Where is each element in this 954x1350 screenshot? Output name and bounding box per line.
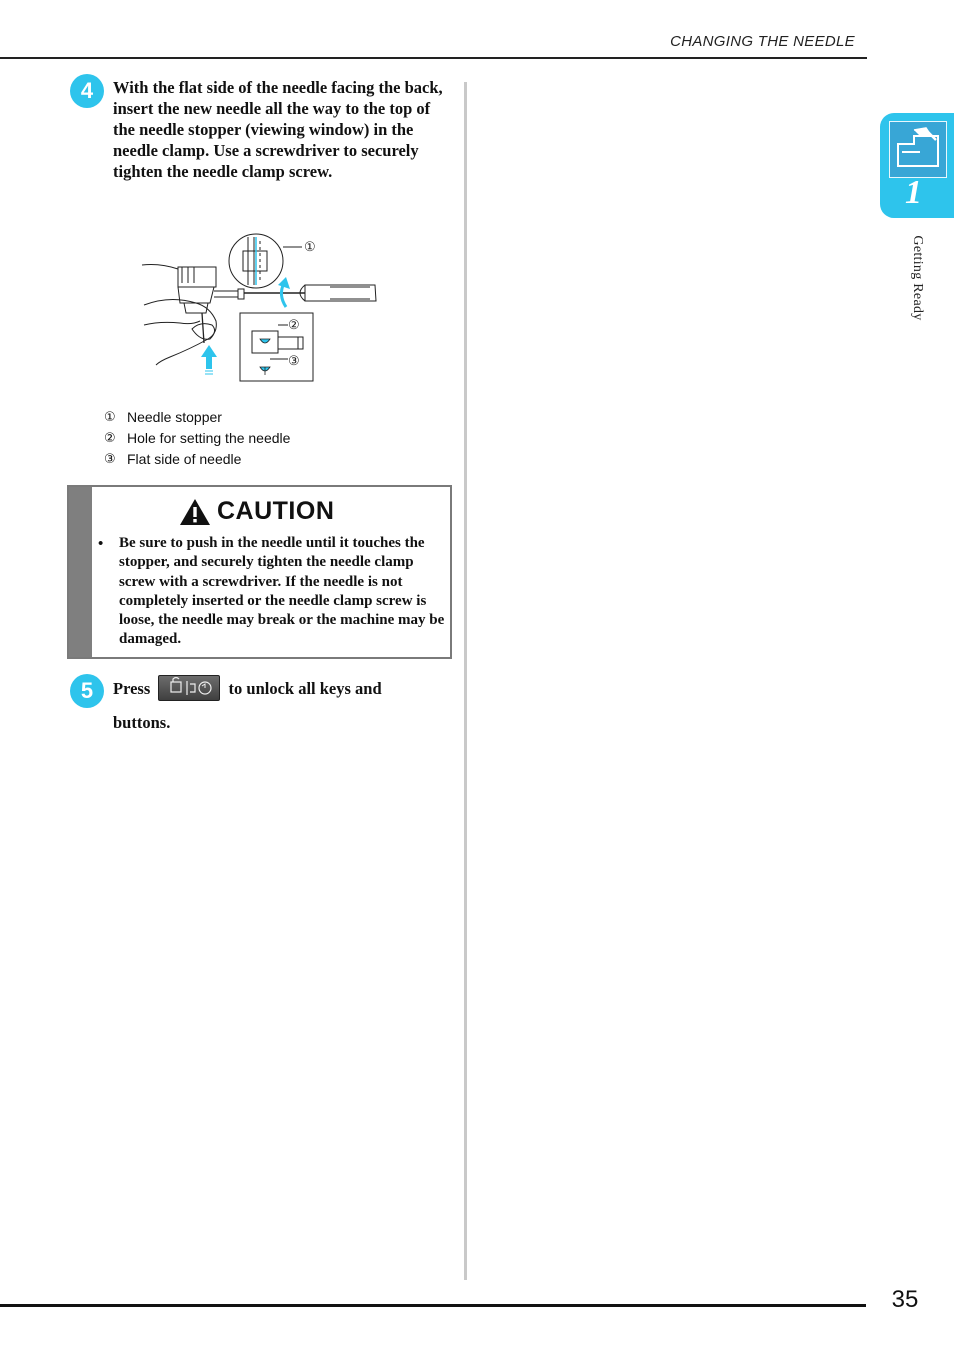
callout-2: ② — [288, 317, 300, 332]
callout-1: ① — [304, 239, 316, 254]
caution-header — [179, 497, 334, 526]
step-5-text-after: to unlock all keys and — [228, 678, 382, 698]
chapter-label: Getting Ready — [910, 235, 925, 321]
warning-triangle-icon — [179, 498, 211, 526]
caution-box — [67, 485, 452, 659]
legend-number: ② — [104, 429, 116, 445]
figure-legend — [104, 406, 444, 469]
step-5-text — [113, 677, 458, 703]
legend-number: ③ — [104, 450, 116, 466]
caution-text: Be sure to push in the needle until it touches the stopper, and securely tighten the needle clamp screw with a screwdriver. If the needle is not completely inserted or the needle clamp screw is loose, the needle may break or the machine may be damaged. — [119, 535, 445, 648]
step-5-text-before: Press — [113, 678, 151, 698]
legend-number: ① — [104, 408, 116, 424]
page-number: 35 — [891, 1286, 919, 1313]
caution-title: CAUTION — [217, 497, 335, 525]
step-5-badge: 5 — [70, 674, 104, 708]
legend-item — [104, 406, 444, 427]
legend-label: Needle stopper — [127, 408, 222, 425]
section-title: CHANGING THE NEEDLE — [670, 33, 855, 50]
unlock-key-button[interactable] — [158, 675, 220, 701]
legend-label: Hole for setting the needle — [127, 429, 291, 446]
callout-3: ③ — [288, 353, 300, 368]
column-divider — [464, 82, 467, 1280]
chapter-icon-box — [889, 121, 947, 178]
header-rule — [0, 57, 867, 59]
caution-bullet: • — [98, 536, 104, 552]
needle-insertion-figure — [130, 225, 390, 390]
legend-label: Flat side of needle — [127, 450, 242, 467]
unlock-key-icon — [159, 676, 219, 700]
sewing-machine-icon — [890, 122, 946, 177]
legend-item — [104, 427, 444, 448]
caution-strip — [69, 487, 92, 657]
legend-item — [104, 448, 444, 469]
step-4-badge: 4 — [70, 74, 104, 108]
footer-rule — [0, 1304, 866, 1307]
step-4-text: With the flat side of the needle facing the back, insert the new needle all the way to the top of the needle stopper (viewing window) in the needle clamp. Use a screwdriver to securely tighten the needle clamp screw. — [113, 78, 443, 181]
step-5-text-line2: buttons. — [113, 713, 171, 732]
chapter-number: 1 — [905, 174, 922, 211]
